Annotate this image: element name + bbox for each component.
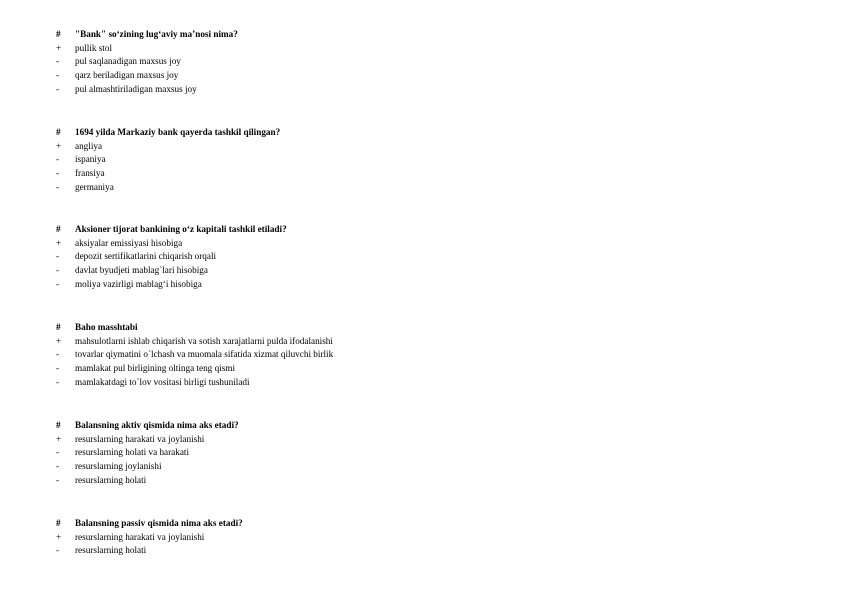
answer-text: resurslarning holati xyxy=(75,474,147,485)
answer-line xyxy=(56,335,756,349)
question-marker: # xyxy=(56,224,61,234)
question-block xyxy=(56,28,756,96)
answer-marker: + xyxy=(56,433,62,444)
question-block xyxy=(56,126,756,194)
answer-marker: - xyxy=(56,474,60,485)
question-text: Balansning passiv qismida nima aks etadi? xyxy=(75,518,243,528)
answer-marker: - xyxy=(56,251,60,262)
answer-marker: - xyxy=(56,168,60,179)
answer-marker: - xyxy=(56,83,60,94)
answer-line xyxy=(56,362,756,376)
answer-marker: - xyxy=(56,363,60,374)
question-text: "Bank" so‘zining lug‘aviy ma’nosi nima? xyxy=(75,29,238,39)
answer-marker: - xyxy=(56,56,60,67)
answer-line xyxy=(56,446,756,460)
answer-text: davlat byudjeti mablag`lari hisobiga xyxy=(75,265,208,276)
answer-text: moliya vazirligi mablag‘i hisobiga xyxy=(75,278,202,289)
answer-line xyxy=(56,153,756,167)
question-line xyxy=(56,419,756,433)
question-line xyxy=(56,126,756,140)
question-line xyxy=(56,223,756,237)
question-marker: # xyxy=(56,127,61,137)
answer-line xyxy=(56,544,756,558)
question-block xyxy=(56,321,756,389)
answer-line xyxy=(56,167,756,181)
answer-marker: - xyxy=(56,70,60,81)
answer-marker: - xyxy=(56,376,60,387)
answer-marker: - xyxy=(56,278,60,289)
question-block xyxy=(56,419,756,487)
question-marker: # xyxy=(56,29,61,39)
answer-text: resurslarning holati va harakati xyxy=(75,447,190,458)
answer-marker: + xyxy=(56,335,62,346)
answer-line xyxy=(56,42,756,56)
answer-line xyxy=(56,181,756,195)
answer-marker: - xyxy=(56,461,60,472)
answer-line xyxy=(56,460,756,474)
question-block xyxy=(56,517,756,558)
answer-line xyxy=(56,376,756,390)
answer-marker: + xyxy=(56,531,62,542)
answer-text: fransiya xyxy=(75,168,105,179)
answer-text: tovarlar qiymatini o`lchash va muomala sifatida xizmat qiluvchi birlik xyxy=(75,349,334,360)
question-line xyxy=(56,28,756,42)
answer-line xyxy=(56,474,756,488)
answer-marker: - xyxy=(56,447,60,458)
answer-line xyxy=(56,250,756,264)
answer-line xyxy=(56,433,756,447)
answer-text: resurslarning harakati va joylanishi xyxy=(75,433,205,444)
answer-text: mahsulotlarni ishlab chiqarish va sotish xarajatlarni pulda ifodalanishi xyxy=(75,335,333,346)
question-text: 1694 yilda Markaziy bank qayerda tashkil qilingan? xyxy=(75,127,281,137)
answer-line xyxy=(56,69,756,83)
answer-text: qarz beriladigan maxsus joy xyxy=(75,70,179,81)
answer-text: resurslarning joylanishi xyxy=(75,461,162,472)
question-marker: # xyxy=(56,518,61,528)
answer-line xyxy=(56,55,756,69)
answer-text: pul almashtiriladigan maxsus joy xyxy=(75,83,197,94)
answer-text: aksiyalar emissiyasi hisobiga xyxy=(75,237,183,248)
answer-marker: - xyxy=(56,154,60,165)
answer-text: pullik stol xyxy=(75,42,113,53)
question-line xyxy=(56,321,756,335)
answer-text: resurslarning holati xyxy=(75,545,147,556)
question-line xyxy=(56,517,756,531)
question-marker: # xyxy=(56,322,61,332)
answer-line xyxy=(56,237,756,251)
answer-text: mamlakat pul birligining oltinga teng qismi xyxy=(75,363,235,374)
answer-line xyxy=(56,531,756,545)
answer-marker: + xyxy=(56,237,62,248)
answer-marker: + xyxy=(56,140,62,151)
answer-text: angliya xyxy=(75,140,103,151)
question-text: Aksioner tijorat bankining o‘z kapitali tashkil etiladi? xyxy=(75,224,287,234)
answer-text: germaniya xyxy=(75,181,114,192)
answer-line xyxy=(56,83,756,97)
question-marker: # xyxy=(56,420,61,430)
answer-text: ispaniya xyxy=(75,154,106,165)
question-text: Baho masshtabi xyxy=(75,322,138,332)
answer-text: depozit sertifikatlarini chiqarish orqali xyxy=(75,251,217,262)
question-text: Balansning aktiv qismida nima aks etadi? xyxy=(75,420,239,430)
answer-line xyxy=(56,348,756,362)
answer-line xyxy=(56,140,756,154)
answer-marker: - xyxy=(56,349,60,360)
answer-text: pul saqlanadigan maxsus joy xyxy=(75,56,181,67)
answer-text: mamlakatdagi to`lov vositasi birligi tushuniladi xyxy=(75,376,250,387)
question-block xyxy=(56,223,756,291)
answer-marker: + xyxy=(56,42,62,53)
answer-marker: - xyxy=(56,545,60,556)
answer-text: resurslarning harakati va joylanishi xyxy=(75,531,205,542)
answer-line xyxy=(56,278,756,292)
answer-marker: - xyxy=(56,265,60,276)
answer-line xyxy=(56,264,756,278)
answer-marker: - xyxy=(56,181,60,192)
